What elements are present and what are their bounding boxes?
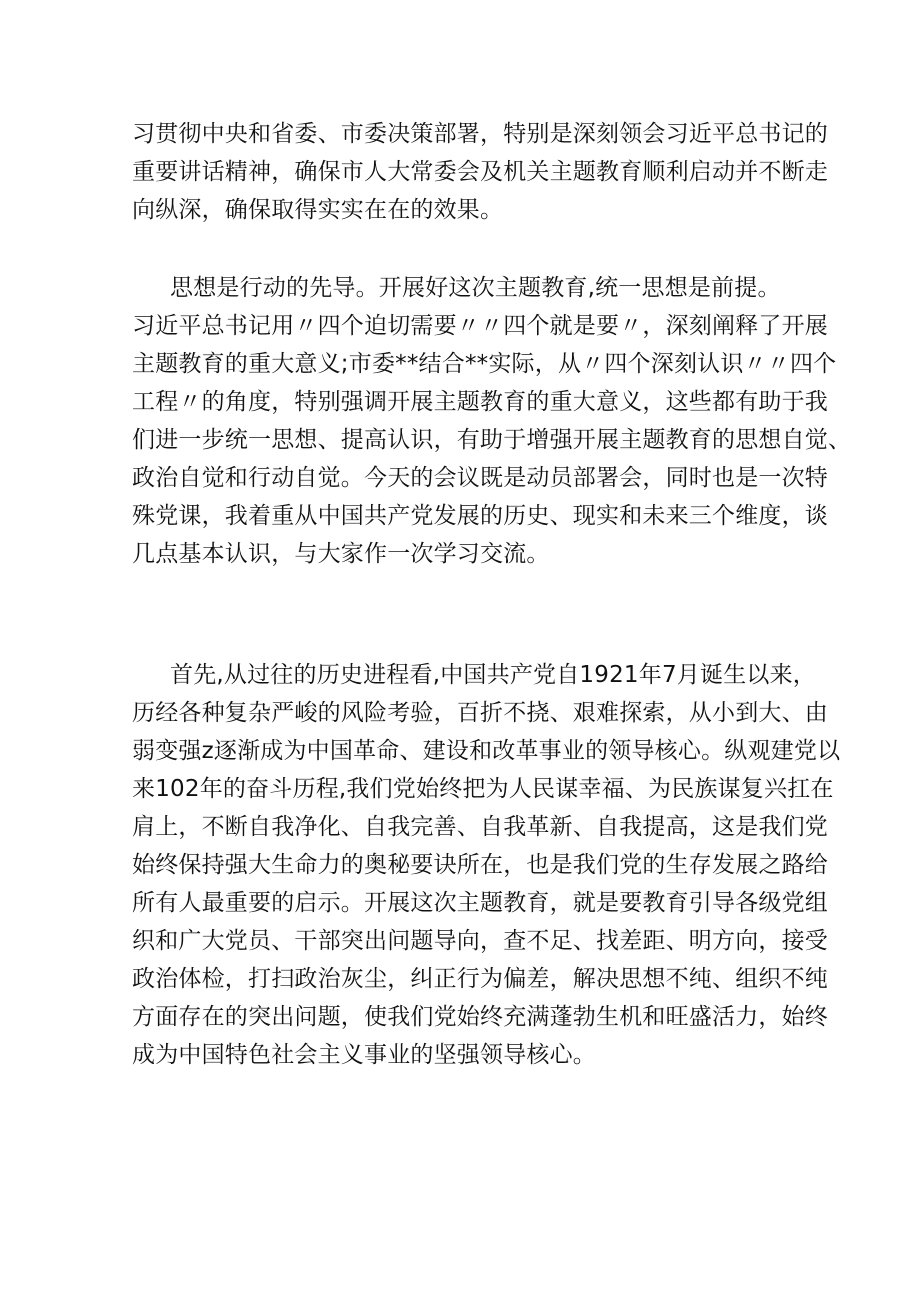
- paragraph-line: 政治体检，打扫政治灰尘，纠正行为偏差，解决思想不纯、组织不纯: [132, 966, 828, 992]
- paragraph-line: 成为中国特色社会主义事业的坚强领导核心。: [132, 1042, 596, 1068]
- paragraph-line: 肩上，不断自我净化、自我完善、自我革新、自我提高，这是我们党: [132, 814, 828, 840]
- paragraph-3: [132, 656, 841, 1074]
- paragraph-line: 主题教育的重大意义;市委**结合**实际，从〃四个深刻认识〃〃四个: [132, 351, 837, 377]
- paragraph-line: 方面存在的突出问题，使我们党始终充满蓬勃生机和旺盛活力，始终: [132, 1004, 828, 1030]
- paragraph-line: 来102年的奋斗历程,我们党始终把为人民谋幸福、为民族谋复兴扛在: [132, 776, 834, 802]
- paragraph-line: 思想是行动的先导。开展好这次主题教育,统一思想是前提。: [170, 275, 781, 301]
- paragraph-line: 重要讲话精神，确保市人大常委会及机关主题教育顺利启动并不断走: [132, 159, 828, 185]
- paragraph-line: 习贯彻中央和省委、市委决策部署，特别是深刻领会习近平总书记的: [132, 121, 828, 147]
- paragraph-line: 所有人最重要的启示。开展这次主题教育，就是要教育引导各级党组: [132, 890, 828, 916]
- paragraph-line: 们进一步统一思想、提高认识，有助于增强开展主题教育的思想自觉、: [132, 427, 852, 453]
- paragraph-line: 弱变强z逐渐成为中国革命、建设和改革事业的领导核心。纵观建党以: [132, 738, 841, 764]
- paragraph-line: 织和广大党员、干部突出问题导向，查不足、找差距、明方向，接受: [132, 928, 828, 954]
- paragraph-line: 几点基本认识，与大家作一次学习交流。: [132, 541, 550, 567]
- paragraph-2: [132, 269, 852, 573]
- paragraph-line: 殊党课，我着重从中国共产党发展的历史、现实和未来三个维度，谈: [132, 503, 828, 529]
- paragraph-line: 工程〃的角度，特别强调开展主题教育的重大意义，这些都有助于我: [132, 389, 828, 415]
- paragraph-line: 习近平总书记用〃四个迫切需要〃〃四个就是要〃，深刻阐释了开展: [132, 313, 828, 339]
- paragraph-line: 始终保持强大生命力的奥秘要诀所在，也是我们党的生存发展之路给: [132, 852, 828, 878]
- paragraph-line: 首先,从过往的历史进程看,中国共产党自1921年7月诞生以来，: [170, 662, 816, 688]
- paragraph-line: 向纵深，确保取得实实在在的效果。: [132, 197, 504, 223]
- paragraph-line: 政治自觉和行动自觉。今天的会议既是动员部署会，同时也是一次特: [132, 465, 828, 491]
- paragraph-1: [132, 115, 828, 229]
- paragraph-line: 历经各种复杂严峻的风险考验，百折不挠、艰难探索，从小到大、由: [132, 700, 828, 726]
